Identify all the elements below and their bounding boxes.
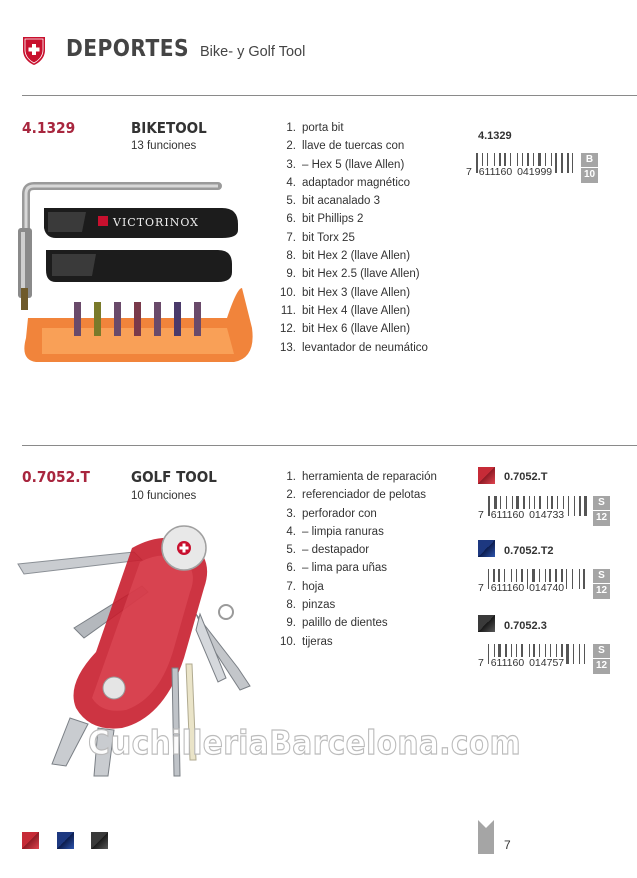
barcode-bar bbox=[572, 569, 573, 589]
list-item: 7. hoja bbox=[286, 580, 324, 593]
list-item: 6. bit Phillips 2 bbox=[286, 213, 364, 226]
packaging-code-box: S 12 bbox=[593, 644, 610, 674]
list-item: 5. bit acanalado 3 bbox=[286, 195, 381, 208]
brand-text: VICTORINOX bbox=[113, 216, 199, 229]
list-item: 13. levantador de neumático bbox=[280, 341, 428, 354]
packaging-code-box: B 10 bbox=[581, 153, 598, 183]
page-subtitle: Bike- y Golf Tool bbox=[200, 44, 306, 60]
list-item: 9. bit Hex 2.5 (llave Allen) bbox=[286, 268, 420, 281]
list-item: 4. – limpia ranuras bbox=[286, 525, 384, 538]
variant-code: 0.7052.T bbox=[504, 471, 548, 483]
list-item: 1. herramienta de reparación bbox=[286, 471, 437, 483]
golf-tool-feature-list bbox=[280, 468, 470, 651]
list-item: 1. porta bit bbox=[286, 122, 344, 134]
biketool-feature-list bbox=[280, 119, 470, 357]
product-name: GOLF TOOL bbox=[131, 468, 217, 486]
biketool-image bbox=[12, 178, 257, 370]
barcode-number: 7 611160 014733 bbox=[478, 509, 565, 521]
product-code: 4.1329 bbox=[22, 119, 76, 137]
watermark: CuchilleriaBarcelona.com bbox=[88, 723, 521, 762]
variant-code: 0.7052.T2 bbox=[504, 545, 554, 557]
packaging-code-box: S 12 bbox=[593, 569, 610, 599]
barcode-bar bbox=[579, 569, 580, 589]
victorinox-cross-logo-icon bbox=[22, 36, 46, 66]
list-item: 3. perforador con bbox=[286, 507, 377, 520]
page-title: DEPORTES bbox=[66, 36, 190, 62]
barcode bbox=[478, 569, 614, 599]
list-item: 10. tijeras bbox=[280, 635, 333, 648]
barcode-number: 7 611160 041999 bbox=[466, 166, 553, 178]
list-item: 2. llave de tuercas con bbox=[286, 140, 405, 153]
list-item: 4. adaptador magnético bbox=[286, 176, 411, 189]
list-item: 11. bit Hex 4 (llave Allen) bbox=[280, 304, 411, 317]
list-item: 5. – destapador bbox=[286, 544, 370, 557]
variant-code: 4.1329 bbox=[478, 130, 512, 142]
barcode-number: 7 611160 014740 bbox=[478, 582, 565, 594]
footer-swatch-blue bbox=[57, 832, 74, 849]
list-item: 2. referenciador de pelotas bbox=[286, 489, 427, 502]
barcode-bar bbox=[568, 496, 569, 516]
barcode-bar bbox=[583, 569, 585, 589]
list-item: 7. bit Torx 25 bbox=[286, 231, 355, 244]
barcode-bar bbox=[579, 644, 580, 664]
variant-code: 0.7052.3 bbox=[504, 620, 547, 632]
list-item: 10. bit Hex 3 (llave Allen) bbox=[280, 286, 411, 299]
list-item: 9. palillo de dientes bbox=[286, 617, 388, 630]
list-item: 8. bit Hex 2 (llave Allen) bbox=[286, 250, 411, 263]
product-name: BIKETOOL bbox=[131, 119, 207, 137]
barcode bbox=[466, 153, 602, 183]
section-divider bbox=[22, 95, 637, 96]
list-item: 6. – lima para uñas bbox=[286, 562, 388, 575]
product-function-count: 10 funciones bbox=[131, 490, 197, 502]
footer-swatch-dark bbox=[91, 832, 108, 849]
barcode-bar bbox=[572, 153, 573, 173]
barcode-bar bbox=[566, 644, 569, 664]
color-swatch-red bbox=[478, 467, 495, 484]
barcode bbox=[478, 644, 614, 674]
list-item: 3. – Hex 5 (llave Allen) bbox=[286, 158, 405, 171]
list-item: 8. pinzas bbox=[286, 599, 336, 612]
page-tab-icon bbox=[478, 820, 494, 854]
barcode-bar bbox=[579, 496, 581, 516]
barcode-number: 7 611160 014757 bbox=[478, 657, 565, 669]
barcode-bar bbox=[567, 153, 569, 173]
barcode-bar bbox=[561, 153, 563, 173]
product-code: 0.7052.T bbox=[22, 468, 90, 486]
color-swatch-dark bbox=[478, 615, 495, 632]
packaging-code-box: S 12 bbox=[593, 496, 610, 526]
barcode-bar bbox=[584, 644, 585, 664]
barcode-bar bbox=[555, 153, 557, 173]
barcode-bar bbox=[566, 569, 567, 589]
product-function-count: 13 funciones bbox=[131, 140, 197, 152]
page-number: 7 bbox=[504, 838, 511, 852]
barcode-bar bbox=[574, 496, 575, 516]
footer-swatch-red bbox=[22, 832, 39, 849]
color-swatch-blue bbox=[478, 540, 495, 557]
list-item: 12. bit Hex 6 (llave Allen) bbox=[280, 323, 411, 336]
section-divider bbox=[22, 445, 637, 446]
barcode bbox=[478, 496, 614, 526]
barcode-bar bbox=[584, 496, 587, 516]
barcode-bar bbox=[573, 644, 574, 664]
